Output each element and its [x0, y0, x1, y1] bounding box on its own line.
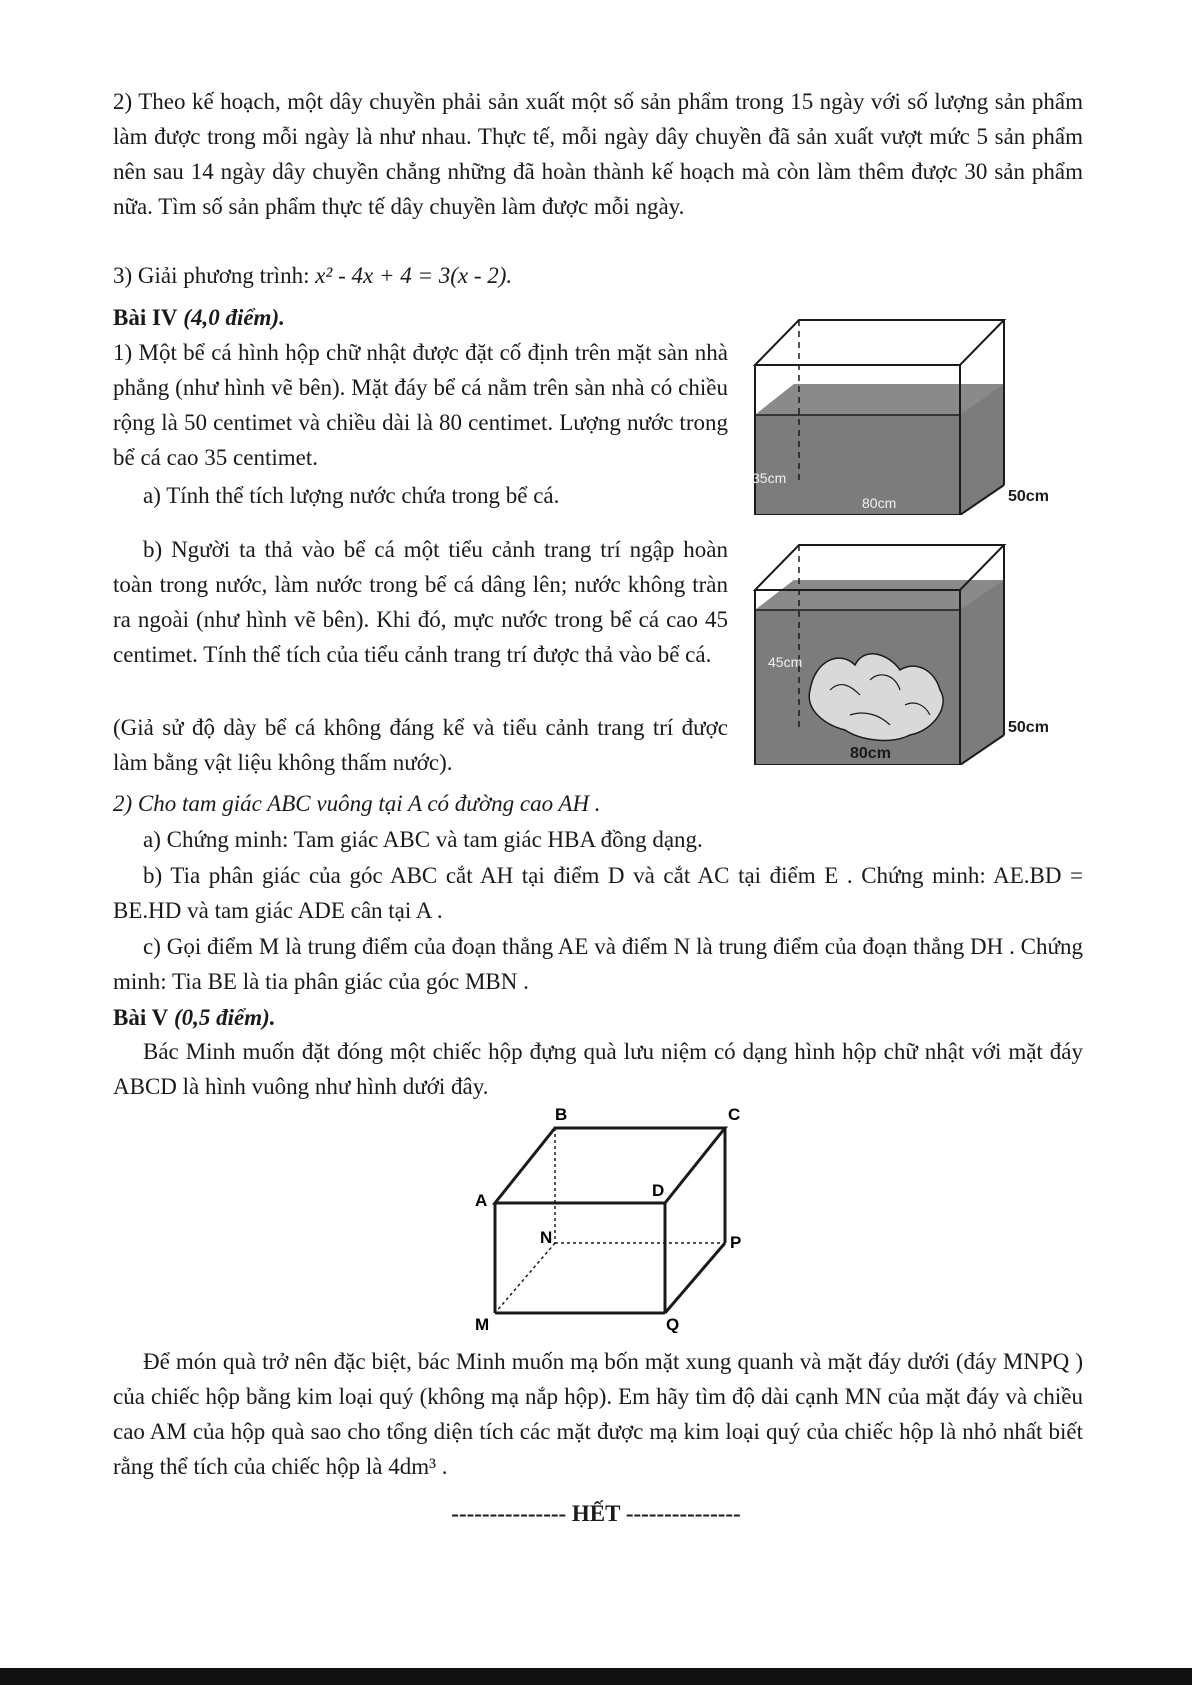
- fish-tank-figure-2: [750, 540, 1060, 765]
- gift-box-intro: Bác Minh muốn đặt đóng một chiếc hộp đựng quà lưu niệm có dạng hình hộp chữ nhật với mặt đáy ABCD là hình vuông như hình dưới đây.: [113, 1039, 1083, 1099]
- vertex-d-label: D: [652, 1181, 665, 1200]
- triangle-question-b: b) Tia phân giác của góc ABC cắt AH tại điểm D và cắt AC tại điểm E . Chứng minh: AE.BD = BE.HD và tam giác ADE cân tại A .: [113, 863, 1083, 923]
- tank1-length-label: 80cm: [862, 495, 897, 511]
- equation-label: 3) Giải phương trình:: [113, 263, 316, 288]
- vertex-m-label: M: [475, 1315, 490, 1333]
- tank2-length-label: 80cm: [850, 745, 891, 762]
- equation: x² - 4x + 4 = 3(x - 2).: [315, 263, 513, 288]
- tank2-width-label: 50cm: [1008, 719, 1049, 736]
- vertex-n-label: N: [540, 1228, 553, 1247]
- equation-problem: [113, 258, 1083, 293]
- triangle-problem-intro: 2) Cho tam giác ABC vuông tại A có đường cao AH .: [113, 791, 601, 816]
- section-points: (0,5 điểm).: [173, 1005, 276, 1030]
- vertex-b-label: B: [555, 1108, 568, 1124]
- vertex-q-label: Q: [666, 1315, 680, 1333]
- tank-problem-intro: 1) Một bể cá hình hộp chữ nhật được đặt cố định trên mặt sàn nhà phẳng (như hình vẽ bên). Mặt đáy bể cá nằm trên sàn nhà có chiều rộng là 50 centimet và chiều dài là 80 centimet. Lượng nước trong bể cá cao 35 centimet.: [113, 340, 728, 470]
- tank1-height-label: 35cm: [752, 470, 787, 486]
- bottom-border: [0, 1668, 1192, 1685]
- triangle-question-a: a) Chứng minh: Tam giác ABC và tam giác HBA đồng dạng.: [143, 827, 703, 852]
- end-marker: --------------- HẾT ---------------: [451, 1501, 741, 1526]
- production-problem: [113, 84, 1083, 224]
- section-points: (4,0 điểm).: [183, 305, 285, 330]
- triangle-question-c: c) Gọi điểm M là trung điểm của đoạn thẳng AE và điểm N là trung điểm của đoạn thẳng DH . Chứng minh: Tia BE là tia phân giác của góc MBN .: [113, 934, 1083, 994]
- section-title: Bài IV: [113, 305, 178, 330]
- problem-number: 2): [113, 89, 133, 114]
- section-title: Bài V: [113, 1005, 169, 1030]
- tank-note: (Giả sử độ dày bể cá không đáng kể và tiểu cảnh trang trí được làm bằng vật liệu không thấm nước).: [113, 715, 728, 775]
- tank-question-b: b) Người ta thả vào bể cá một tiểu cảnh trang trí ngập hoàn toàn trong nước, làm nước trong bể cá dâng lên; nước không tràn ra ngoài (như hình vẽ bên). Khi đó, mực nước trong bể cá cao 45 centimet. Tính thể tích của tiểu cảnh trang trí được thả vào bể cá.: [113, 537, 728, 667]
- production-problem-text: Theo kế hoạch, một dây chuyền phải sản xuất một số sản phẩm trong 15 ngày với số lượng sản phẩm làm được trong mỗi ngày là như nhau. Thực tế, mỗi ngày dây chuyền đã sản xuất vượt mức 5 sản phẩm nên sau 14 ngày dây chuyền chẳng những đã hoàn thành kế hoạch mà còn làm thêm được 30 sản phẩm nữa. Tìm số sản phẩm thực tế dây chuyền làm được mỗi ngày.: [113, 89, 1084, 219]
- gift-box-problem: Để món quà trở nên đặc biệt, bác Minh muốn mạ bốn mặt xung quanh và mặt đáy dưới (đáy MNPQ ) của chiếc hộp bằng kim loại quý (không mạ nắp hộp). Em hãy tìm độ dài cạnh MN của mặt đáy và chiều cao AM của hộp quà sao cho tổng diện tích các mặt được mạ kim loại quý của chiếc hộp là nhỏ nhất biết rằng thể tích của chiếc hộp là 4dm³ .: [113, 1349, 1083, 1479]
- section-heading-bai5: [113, 1000, 276, 1035]
- fish-tank-figure-1: [750, 315, 1060, 515]
- vertex-c-label: C: [728, 1108, 741, 1124]
- tank-question-a: a) Tính thể tích lượng nước chứa trong bể cá.: [143, 483, 560, 508]
- tank1-width-label: 50cm: [1008, 488, 1049, 505]
- vertex-p-label: P: [730, 1233, 742, 1252]
- vertex-a-label: A: [475, 1191, 488, 1210]
- section-heading-bai4: [113, 300, 285, 335]
- gift-box-diagram: [470, 1108, 760, 1333]
- tank2-height-label: 45cm: [768, 654, 803, 670]
